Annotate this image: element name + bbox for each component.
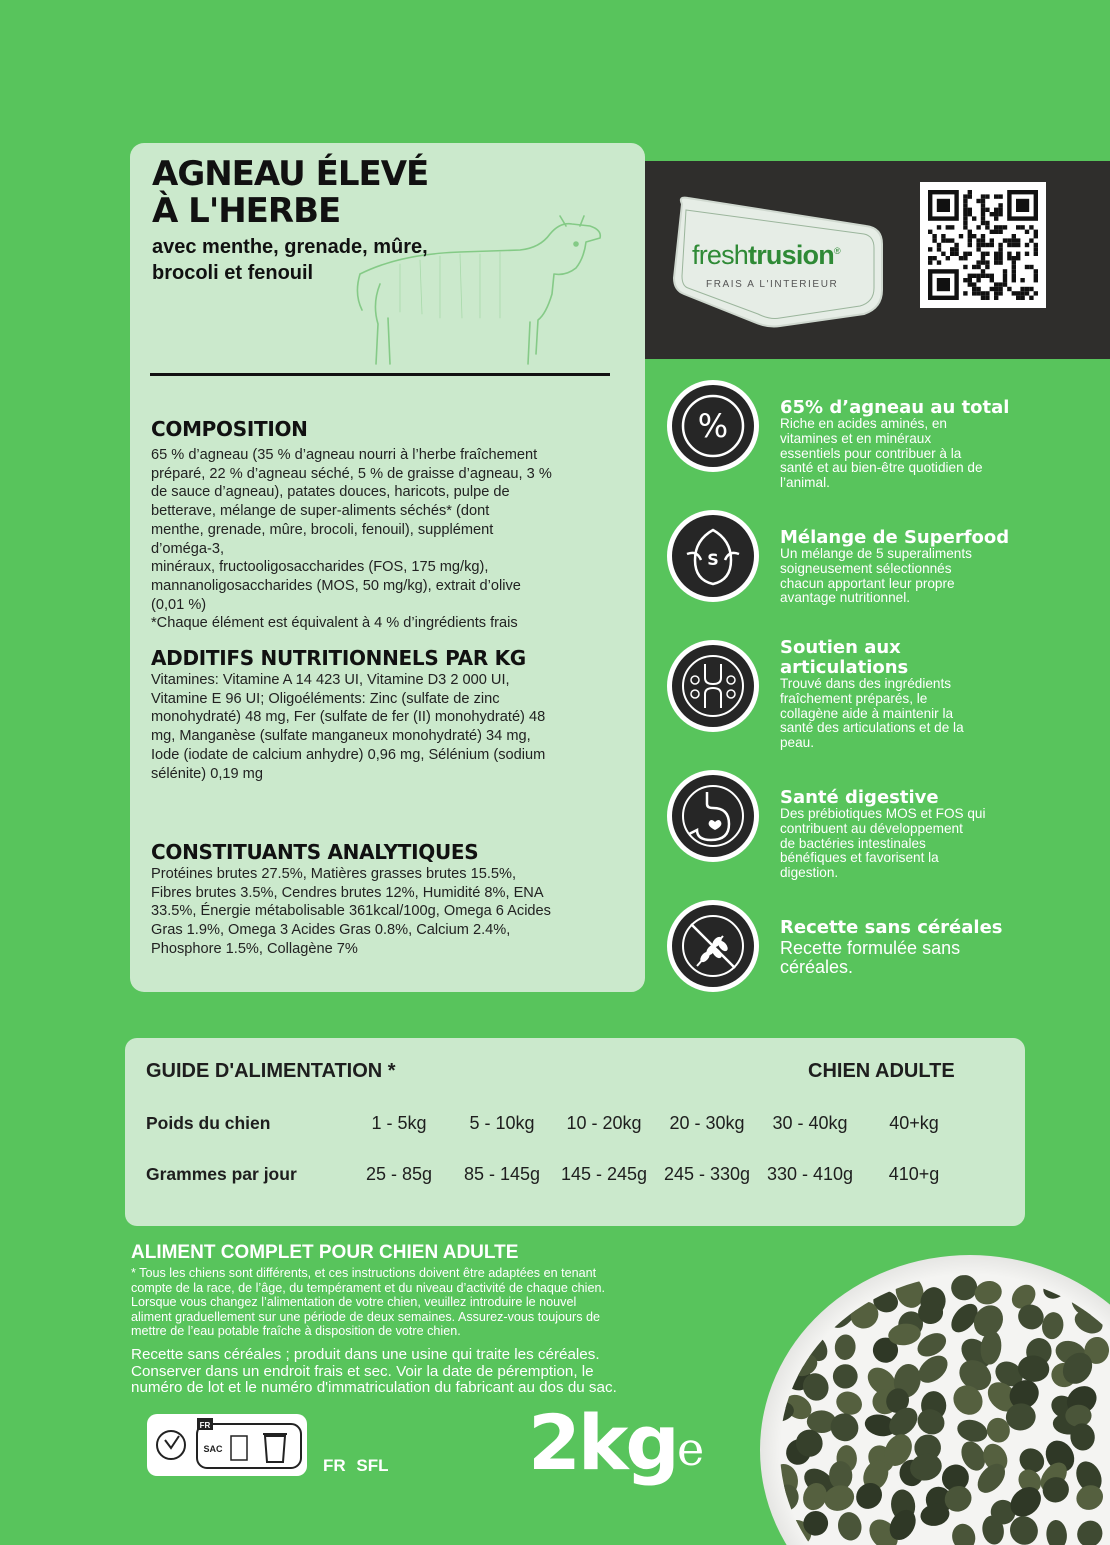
estimate-e-mark: e bbox=[677, 1422, 705, 1476]
svg-text:%: % bbox=[697, 407, 729, 445]
grams-cell: 85 - 145g bbox=[463, 1164, 541, 1184]
grams-cell: 410+g bbox=[888, 1164, 940, 1184]
recycling-badge bbox=[147, 1414, 307, 1476]
benefit-title: Soutien aux articulations bbox=[780, 637, 909, 678]
analytical-text: Protéines brutes 27.5%, Matières grasses brutes 15.5%, Fibres brutes 3.5%, Cendres brutes 12%, Humidité 8%, ENA 33.5%, Énergie métabolisable 361kcal/100g, Omega 6 Acides Gras 1.9%, Omega 3 Acides Gras 0.8%, Calcium 2.4%, Phosphore 1.5%, Collagène 7% bbox=[151, 866, 551, 957]
weight-cell: 5 - 10kg bbox=[469, 1113, 535, 1133]
recycling-code: FR bbox=[199, 1421, 211, 1430]
weight-cell: 1 - 5kg bbox=[371, 1113, 427, 1133]
product-title: AGNEAU ÉLEVÉ À L'HERBE bbox=[152, 154, 429, 231]
weight-cell: 40+kg bbox=[889, 1113, 939, 1133]
benefit-text: Trouvé dans des ingrédients fraîchement préparés, le collagène aide à maintenir la santé des articulations et de la peau. bbox=[780, 676, 964, 751]
additives-text: Vitamines: Vitamine A 14 423 UI, Vitamine D3 2 000 UI, Vitamine E 96 UI; Oligoéléments: Zinc (sulfate de zinc monohydraté) 48 mg, Fer (sulfate de fer (II) monohydraté) 48 mg, Manganèse (sulfate manganeux monohydraté) 34 mg, Iode (iodate de calcium anhydre) 0,96 mg, Sélénium (sodium sélénite) 0,19 mg bbox=[151, 672, 546, 782]
storage-instructions: Recette sans céréales ; produit dans une usine qui traite les céréales. Conserver dans un endroit frais et sec. Voir la date de péremption, le numéro de lot et le numéro d'immatriculation du fabricant au dos du sac. bbox=[131, 1346, 617, 1397]
benefit-text: Un mélange de 5 superaliments soigneusement sélectionnés chacun apportant leur propre avantage nutritionnel. bbox=[780, 546, 972, 606]
qr-code[interactable] bbox=[920, 182, 1046, 308]
bin-icon bbox=[263, 1434, 287, 1462]
grams-cell: 25 - 85g bbox=[365, 1164, 433, 1184]
weight-cell: 20 - 30kg bbox=[669, 1113, 745, 1133]
country-codes: FR SFL bbox=[323, 1456, 389, 1475]
grams-cell: 245 - 330g bbox=[663, 1164, 751, 1184]
feeding-note: * Tous les chiens sont différents, et ces instructions doivent être adaptées en tenant compte de la race, de l’âge, du tempérament et du niveau d’activité de chaque chien. Lorsque vous changez l’alimentation de votre chien, veuillez introduire le nouvel aliment graduellement sur une période de deux semaines. Assurez-vous toujours de mettre de l’eau potable fraîche à disposition de votre chien. bbox=[131, 1266, 605, 1339]
grams-cell: 330 - 410g bbox=[766, 1164, 854, 1184]
triman-icon bbox=[157, 1431, 185, 1459]
no-grain-icon bbox=[667, 900, 759, 992]
additives-heading: ADDITIFS NUTRITIONNELS PAR KG bbox=[151, 646, 526, 670]
dog-weight-label: Poids du chien bbox=[146, 1113, 271, 1133]
recycling-label: SAC bbox=[203, 1444, 223, 1454]
benefit-title: Recette sans céréales bbox=[780, 917, 1003, 938]
joint-icon bbox=[667, 640, 759, 732]
title-divider bbox=[150, 373, 610, 376]
brand-name: freshtrusion® bbox=[692, 240, 840, 270]
svg-text:S: S bbox=[707, 550, 719, 569]
product-subtitle: avec menthe, grenade, mûre, brocoli et fenouil bbox=[152, 236, 428, 284]
grams-per-day-label: Grammes par jour bbox=[146, 1164, 297, 1184]
analytical-heading: CONSTITUANTS ANALYTIQUES bbox=[151, 840, 479, 864]
grams-cell: 145 - 245g bbox=[560, 1164, 648, 1184]
composition-text: 65 % d’agneau (35 % d’agneau nourri à l’herbe fraîchement préparé, 22 % d’agneau séché, 5 % de graisse d’agneau, 3 % de sauce d’agneau), patates douces, haricots, pulpe de betterave, mélange de super-aliments séchés* (dont menthe, grenade, mûre, brocoli, fenouil), supplément d’oméga-3, minéraux, fructooligosaccharides (FOS, 175 mg/kg), mannanoligosaccharides (MOS, 50 mg/kg), extrait d’olive (0,01 %) *Chaque élément est équivalent à 4 % d’ingrédients frais bbox=[151, 447, 552, 632]
benefit-title: Santé digestive bbox=[780, 787, 939, 808]
benefit-text: Recette formulée sans céréales. bbox=[780, 938, 961, 977]
percent-icon bbox=[667, 380, 759, 472]
feeding-guide-category: CHIEN ADULTE bbox=[808, 1060, 955, 1082]
stomach-icon bbox=[667, 770, 759, 862]
composition-heading: COMPOSITION bbox=[151, 417, 308, 441]
benefit-title: Mélange de Superfood bbox=[780, 527, 1010, 548]
benefit-title: 65% d’agneau au total bbox=[780, 397, 1010, 418]
superfood-leaf-icon bbox=[667, 510, 759, 602]
benefit-text: Riche en acides aminés, en vitamines et en minéraux essentiels pour contribuer à la santé et au bien-être quotidien de l’animal. bbox=[780, 416, 983, 491]
weight-cell: 30 - 40kg bbox=[772, 1113, 848, 1133]
brand-tagline: FRAIS A L'INTERIEUR bbox=[706, 279, 839, 290]
kibble-bowl-image bbox=[760, 1250, 1110, 1545]
feeding-guide-title: GUIDE D'ALIMENTATION * bbox=[146, 1060, 396, 1082]
weight-cell: 10 - 20kg bbox=[566, 1113, 642, 1133]
net-weight: 2kg bbox=[528, 1398, 677, 1487]
benefit-text: Des prébiotiques MOS et FOS qui contribuent au développement de bactéries intestinales bénéfiques et favorisent la digestion. bbox=[780, 806, 986, 881]
complete-food-heading: ALIMENT COMPLET POUR CHIEN ADULTE bbox=[131, 1242, 519, 1263]
